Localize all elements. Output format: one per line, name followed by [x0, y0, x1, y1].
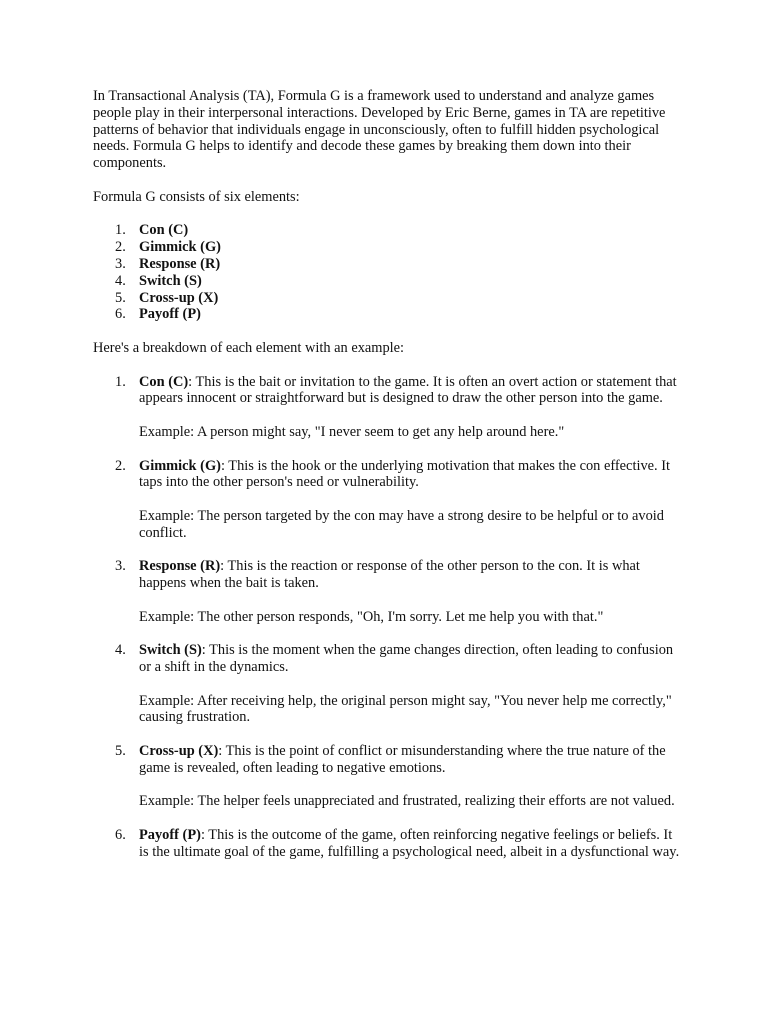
list-number: 4.: [115, 642, 126, 659]
list-number: 1.: [115, 222, 126, 239]
breakdown-desc-text: : This is the reaction or response of the other person to the con. It is what happens when the bait is taken.: [139, 558, 640, 592]
breakdown-item: [93, 642, 683, 726]
breakdown-desc-text: : This is the point of conflict or misunderstanding where the true nature of the game is revealed, often leading to negative emotions.: [139, 743, 666, 776]
breakdown-example: Example: After receiving help, the original person might say, "You never help me correctly," causing frustration.: [139, 692, 672, 726]
breakdown-term: Con (C): [139, 373, 189, 390]
breakdown-term: Switch (S): [139, 642, 202, 659]
breakdown-description: [139, 558, 683, 592]
list-item: [93, 239, 683, 256]
breakdown-item: [93, 374, 683, 441]
breakdown-desc-text: : This is the bait or invitation to the game. It is often an overt action or statement that appears innocent or straightforward but is designed to draw the other person into the game.: [139, 373, 677, 407]
breakdown-description: [139, 743, 683, 777]
breakdown-description: [139, 642, 683, 676]
list-item: [93, 306, 683, 323]
elements-lead: Formula G consists of six elements:: [93, 188, 300, 205]
list-number: 3.: [115, 255, 126, 272]
breakdown-item: [93, 827, 683, 861]
breakdown-description: [139, 458, 683, 492]
list-number: 3.: [115, 558, 126, 575]
list-number: 2.: [115, 457, 126, 474]
list-number: 6.: [115, 306, 126, 323]
breakdown-list: [93, 374, 683, 861]
breakdown-desc-text: : This is the moment when the game changes direction, often leading to confusion or a shift in the dynamics.: [139, 642, 674, 676]
breakdown-example: Example: The person targeted by the con may have a strong desire to be helpful or to avoid conflict.: [139, 507, 664, 541]
element-name: Payoff (P): [139, 306, 201, 323]
list-item: [93, 222, 683, 239]
list-item: [93, 290, 683, 307]
list-item: [93, 273, 683, 290]
list-item: [93, 256, 683, 273]
breakdown-term: Response (R): [139, 558, 221, 575]
breakdown-description: [139, 827, 683, 861]
breakdown-desc-text: : This is the outcome of the game, often reinforcing negative feelings or beliefs. It is the ultimate goal of the game, fulfilling a psychological need, albeit in a dysfunctional way.: [139, 827, 680, 860]
breakdown-description: [139, 374, 683, 408]
breakdown-desc-text: : This is the hook or the underlying motivation that makes the con effective. It taps into the other person's need or vulnerability.: [139, 457, 671, 491]
intro-paragraph: In Transactional Analysis (TA), Formula G is a framework used to understand and analyze games people play in their interpersonal interactions. Developed by Eric Berne, games in TA are repetitive patterns of behavior that individuals engage in unconsciously, often to fulfill hidden psychological needs. Formula G helps to identify and decode these games by breaking them down into their components.: [93, 88, 666, 172]
breakdown-example: Example: A person might say, "I never seem to get any help around here.": [139, 423, 565, 440]
element-name: Gimmick (G): [139, 239, 221, 256]
element-name: Response (R): [139, 255, 221, 272]
breakdown-term: Payoff (P): [139, 827, 201, 844]
list-number: 2.: [115, 239, 126, 256]
list-number: 5.: [115, 743, 126, 760]
list-number: 6.: [115, 827, 126, 844]
breakdown-example: Example: The helper feels unappreciated and frustrated, realizing their efforts are not valued.: [139, 793, 675, 810]
breakdown-item: [93, 558, 683, 625]
elements-list: [93, 222, 683, 323]
breakdown-item: [93, 743, 683, 810]
breakdown-example: Example: The other person responds, "Oh, I'm sorry. Let me help you with that.": [139, 608, 604, 625]
list-number: 5.: [115, 289, 126, 306]
breakdown-term: Gimmick (G): [139, 457, 221, 474]
breakdown-term: Cross-up (X): [139, 743, 219, 760]
document-page: [93, 88, 683, 877]
element-name: Cross-up (X): [139, 289, 219, 306]
list-number: 1.: [115, 373, 126, 390]
element-name: Switch (S): [139, 272, 202, 289]
list-number: 4.: [115, 272, 126, 289]
element-name: Con (C): [139, 222, 189, 239]
breakdown-lead: Here's a breakdown of each element with an example:: [93, 339, 405, 356]
breakdown-item: [93, 458, 683, 542]
